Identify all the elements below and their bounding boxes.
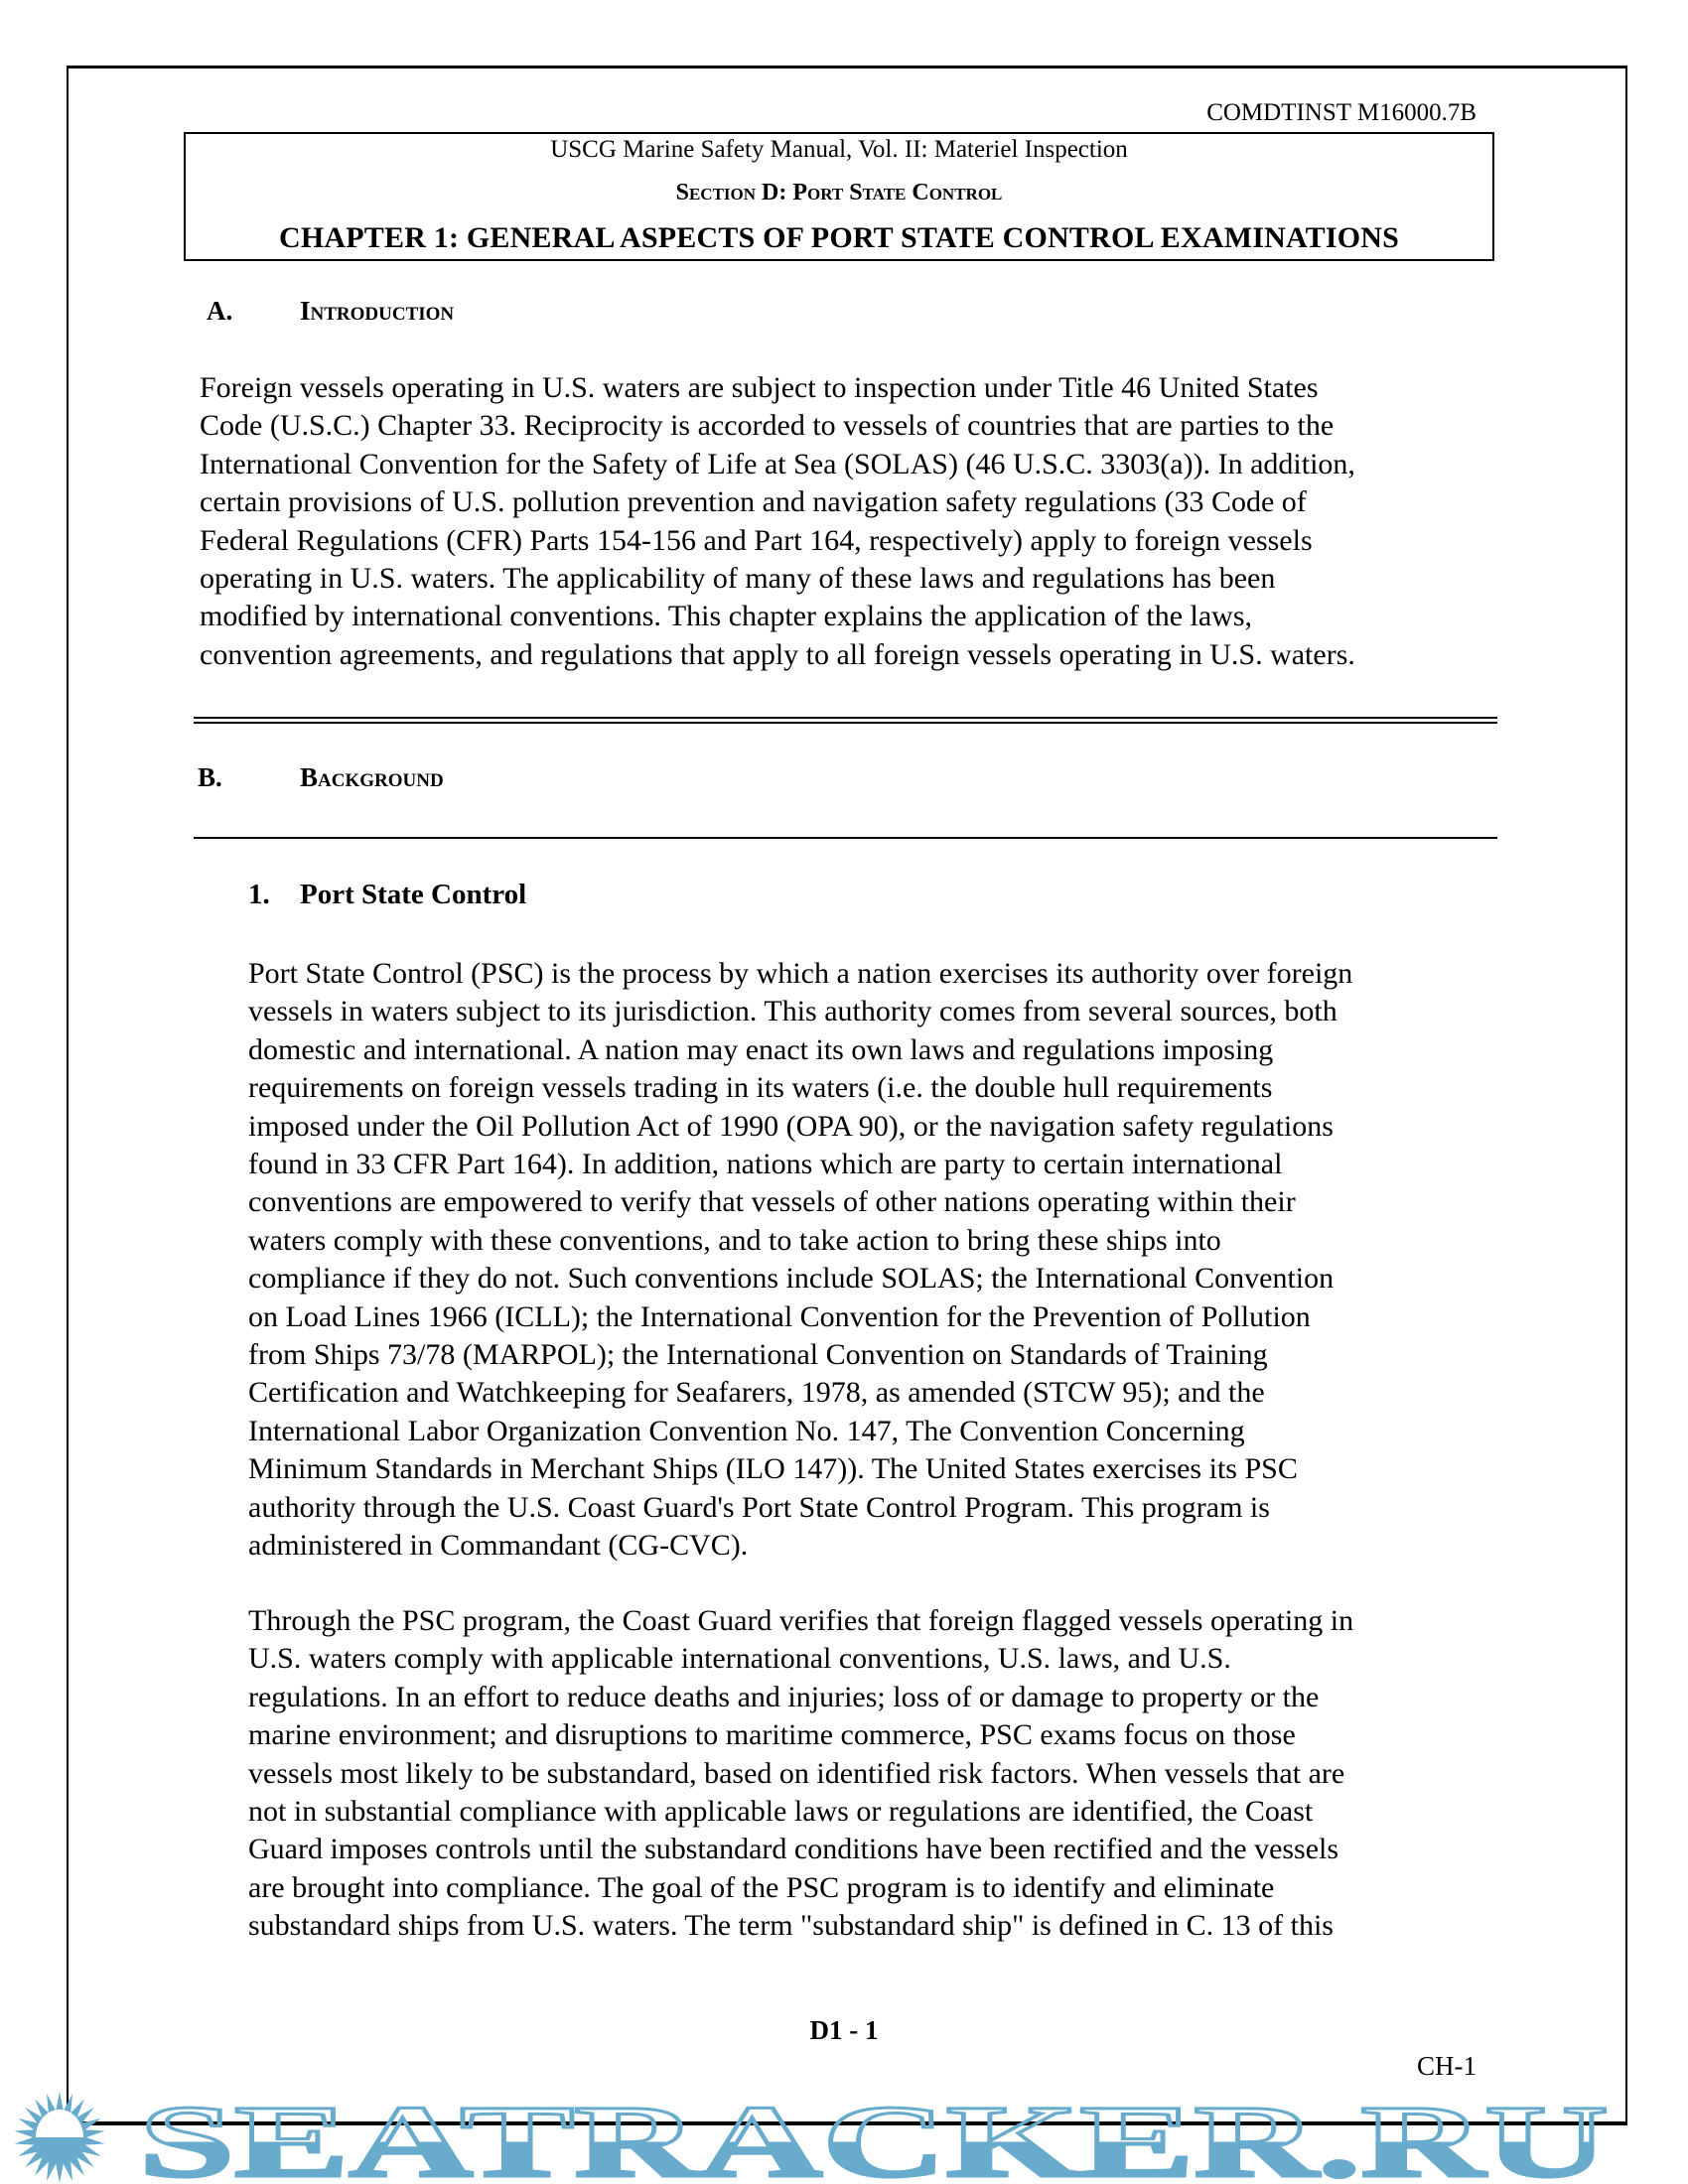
text-line: regulations. In an effort to reduce deaths and injuries; loss of or damage to property or the (248, 1680, 1320, 1713)
text-line: requirements on foreign vessels trading in its waters (i.e. the double hull requirements (248, 1071, 1273, 1105)
section-title: Introduction (300, 296, 455, 326)
text-line: compliance if they do not. Such conventions include SOLAS; the International Convention (248, 1262, 1335, 1296)
section-number: A. (207, 296, 233, 326)
page-number: D1 - 1 (809, 2015, 879, 2045)
text-line: International Convention for the Safety of Life at Sea (SOLAS) (46 U.S.C. 3303(a)). In addition, (200, 447, 1355, 480)
subsection-number: 1. (248, 879, 270, 910)
header-box (184, 132, 1494, 261)
text-line: Minimum Standards in Merchant Ships (ILO 147)). The United States exercises its PSC (248, 1452, 1298, 1486)
text-line: are brought into compliance. The goal of the PSC program is to identify and eliminate (248, 1870, 1275, 1904)
section-title: Section D: Port State Control (675, 180, 1003, 205)
psc-paragraph-1 (248, 955, 1352, 1566)
text-line: conventions are empowered to verify that vessels of other nations operating within their (248, 1185, 1296, 1219)
text-line: found in 33 CFR Part 164). In addition, nations which are party to certain international (248, 1148, 1283, 1181)
change-number: CH-1 (1417, 2051, 1477, 2081)
text-line: Federal Regulations (CFR) Parts 154-156 and Part 164, respectively) apply to foreign vessels (200, 523, 1313, 557)
text-line: U.S. waters comply with applicable international conventions, U.S. laws, and U.S. (248, 1642, 1231, 1676)
subsection-title: Port State Control (300, 879, 527, 910)
text-line: certain provisions of U.S. pollution prevention and navigation safety regulations (33 Code of (200, 485, 1307, 519)
double-rule-bottom (194, 722, 1497, 724)
text-line: not in substantial compliance with applicable laws or regulations are identified, the Coast (248, 1795, 1314, 1829)
double-rule-top (194, 717, 1497, 719)
text-line: Code (U.S.C.) Chapter 33. Reciprocity is accorded to vessels of countries that are parties to the (200, 409, 1335, 443)
psc-paragraph-2 (248, 1602, 1353, 1946)
text-line: Through the PSC program, the Coast Guard verifies that foreign flagged vessels operating in (248, 1604, 1354, 1637)
section-rule (194, 837, 1497, 839)
text-line: from Ships 73/78 (MARPOL); the International Convention on Standards of Training (248, 1338, 1268, 1372)
text-line: operating in U.S. waters. The applicability of many of these laws and regulations has been (200, 562, 1276, 596)
text-line: substandard ships from U.S. waters. The term "substandard ship" is defined in C. 13 of this (248, 1909, 1334, 1943)
section-title: Background (300, 762, 444, 792)
text-line: Foreign vessels operating in U.S. waters are subject to inspection under Title 46 United States (200, 371, 1319, 404)
text-line: authority through the U.S. Coast Guard's Port State Control Program. This program is (248, 1490, 1270, 1524)
subsection-heading (248, 879, 527, 911)
text-line: vessels most likely to be substandard, based on identified risk factors. When vessels that are (248, 1756, 1345, 1790)
text-line: Port State Control (PSC) is the process by which a nation exercises its authority over foreign (248, 957, 1353, 990)
document-id: COMDTINST M16000.7B (1206, 99, 1477, 126)
text-line: vessels in waters subject to its jurisdiction. This authority comes from several sources, both (248, 995, 1337, 1028)
text-line: imposed under the Oil Pollution Act of 1990 (OPA 90), or the navigation safety regulations (248, 1109, 1334, 1143)
chapter-title: CHAPTER 1: GENERAL ASPECTS OF PORT STATE CONTROL EXAMINATIONS (278, 221, 1399, 254)
text-line: marine environment; and disruptions to maritime commerce, PSC exams focus on those (248, 1718, 1296, 1752)
section-number: B. (198, 762, 222, 792)
text-line: modified by international conventions. This chapter explains the application of the laws, (200, 600, 1253, 633)
text-line: Guard imposes controls until the substandard conditions have been rectified and the vessels (248, 1833, 1339, 1866)
text-line: Certification and Watchkeeping for Seafarers, 1978, as amended (STCW 95); and the (248, 1376, 1265, 1410)
text-line: convention agreements, and regulations that apply to all foreign vessels operating in U.S. waters. (200, 637, 1355, 671)
text-line: on Load Lines 1966 (ICLL); the International Convention for the Prevention of Pollution (248, 1299, 1311, 1333)
introduction-paragraph (200, 369, 1355, 674)
manual-title: USCG Marine Safety Manual, Vol. II: Materiel Inspection (550, 136, 1128, 163)
text-line: International Labor Organization Convention No. 147, The Convention Concerning (248, 1414, 1245, 1447)
text-line: administered in Commandant (CG-CVC). (248, 1529, 749, 1563)
text-line: domestic and international. A nation may enact its own laws and regulations imposing (248, 1032, 1274, 1066)
text-line: waters comply with these conventions, and to take action to bring these ships into (248, 1223, 1221, 1257)
watermark-text: SEATRACKER.RU (139, 2091, 1609, 2184)
